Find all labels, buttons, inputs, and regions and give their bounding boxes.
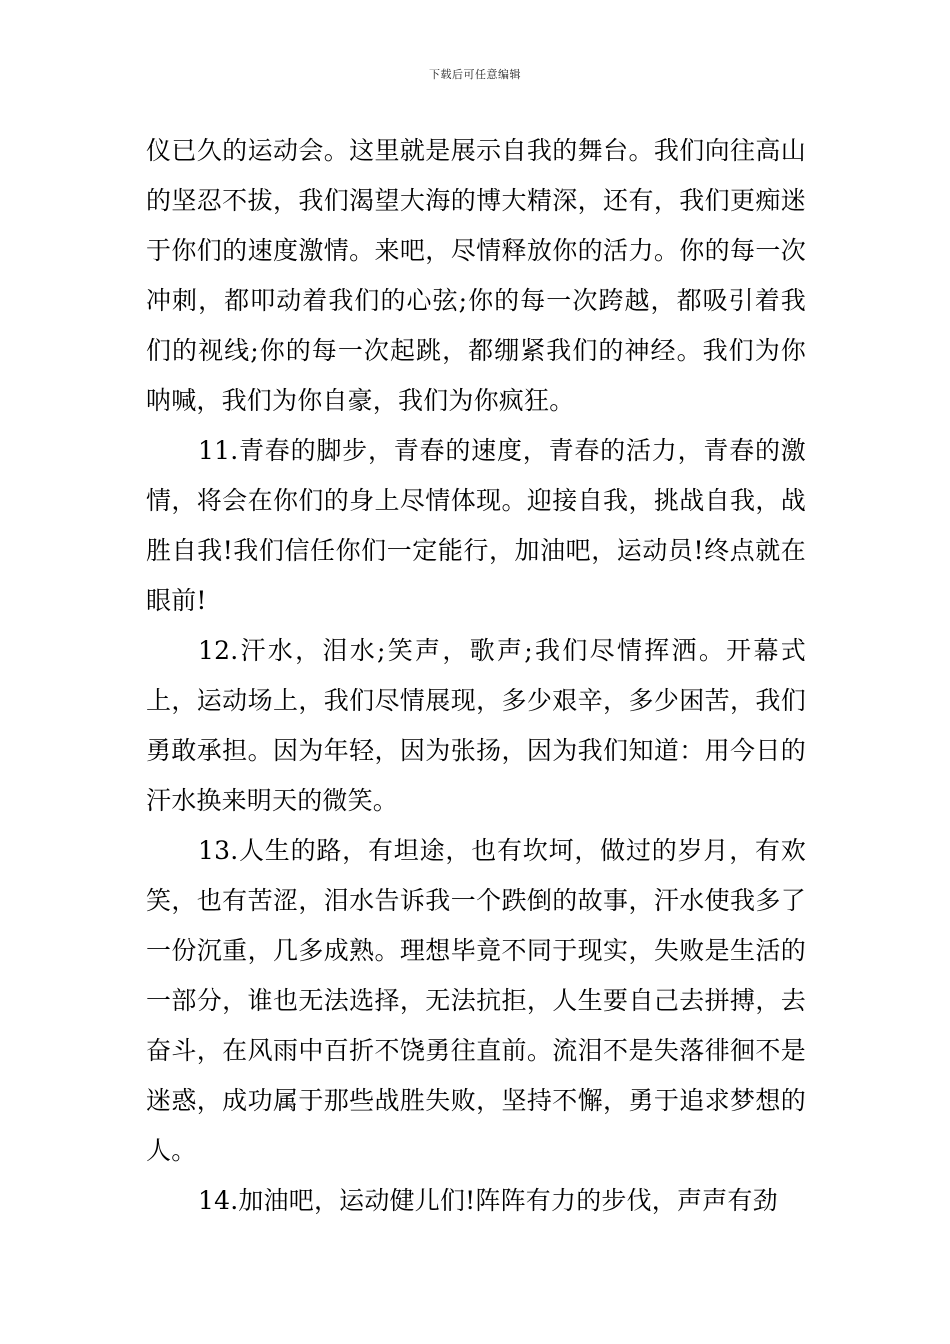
document-body [146, 126, 806, 1226]
paragraph-14: 14.加油吧，运动健儿们!阵阵有力的步伐，声声有劲 [198, 1186, 778, 1215]
paragraph-13: 13.人生的路，有坦途，也有坎坷，做过的岁月，有欢笑，也有苦涩，泪水告诉我一个跌倒的故事，汗水使我多了一份沉重，几多成熟。理想毕竟不同于现实，失败是生活的一部分，谁也无法选择，无法抗拒，人生要自己去拼搏，去奋斗，在风雨中百折不饶勇往直前。流泪不是失落徘徊不是迷惑，成功属于那些战胜失败，坚持不懈，勇于追求梦想的人。 [146, 836, 806, 1165]
page-header: 下载后可任意编辑 [429, 68, 521, 81]
paragraph-12: 12.汗水，泪水;笑声，歌声;我们尽情挥洒。开幕式上，运动场上，我们尽情展现，多少艰辛，多少困苦，我们勇敢承担。因为年轻，因为张扬，因为我们知道：用今日的汗水换来明天的微笑。 [146, 636, 806, 815]
paragraph-11: 11.青春的脚步，青春的速度，青春的活力，青春的激情，将会在你们的身上尽情体现。迎接自我，挑战自我，战胜自我!我们信任你们一定能行，加油吧，运动员!终点就在眼前! [146, 436, 806, 615]
paragraph-continuation: 仪已久的运动会。这里就是展示自我的舞台。我们向往高山的坚忍不拔，我们渴望大海的博大精深，还有，我们更痴迷于你们的速度激情。来吧，尽情释放你的活力。你的每一次冲刺，都叩动着我们的心弦;你的每一次跨越，都吸引着我们的视线;你的每一次起跳，都绷紧我们的神经。我们为你呐喊，我们为你自豪，我们为你疯狂。 [146, 136, 806, 415]
